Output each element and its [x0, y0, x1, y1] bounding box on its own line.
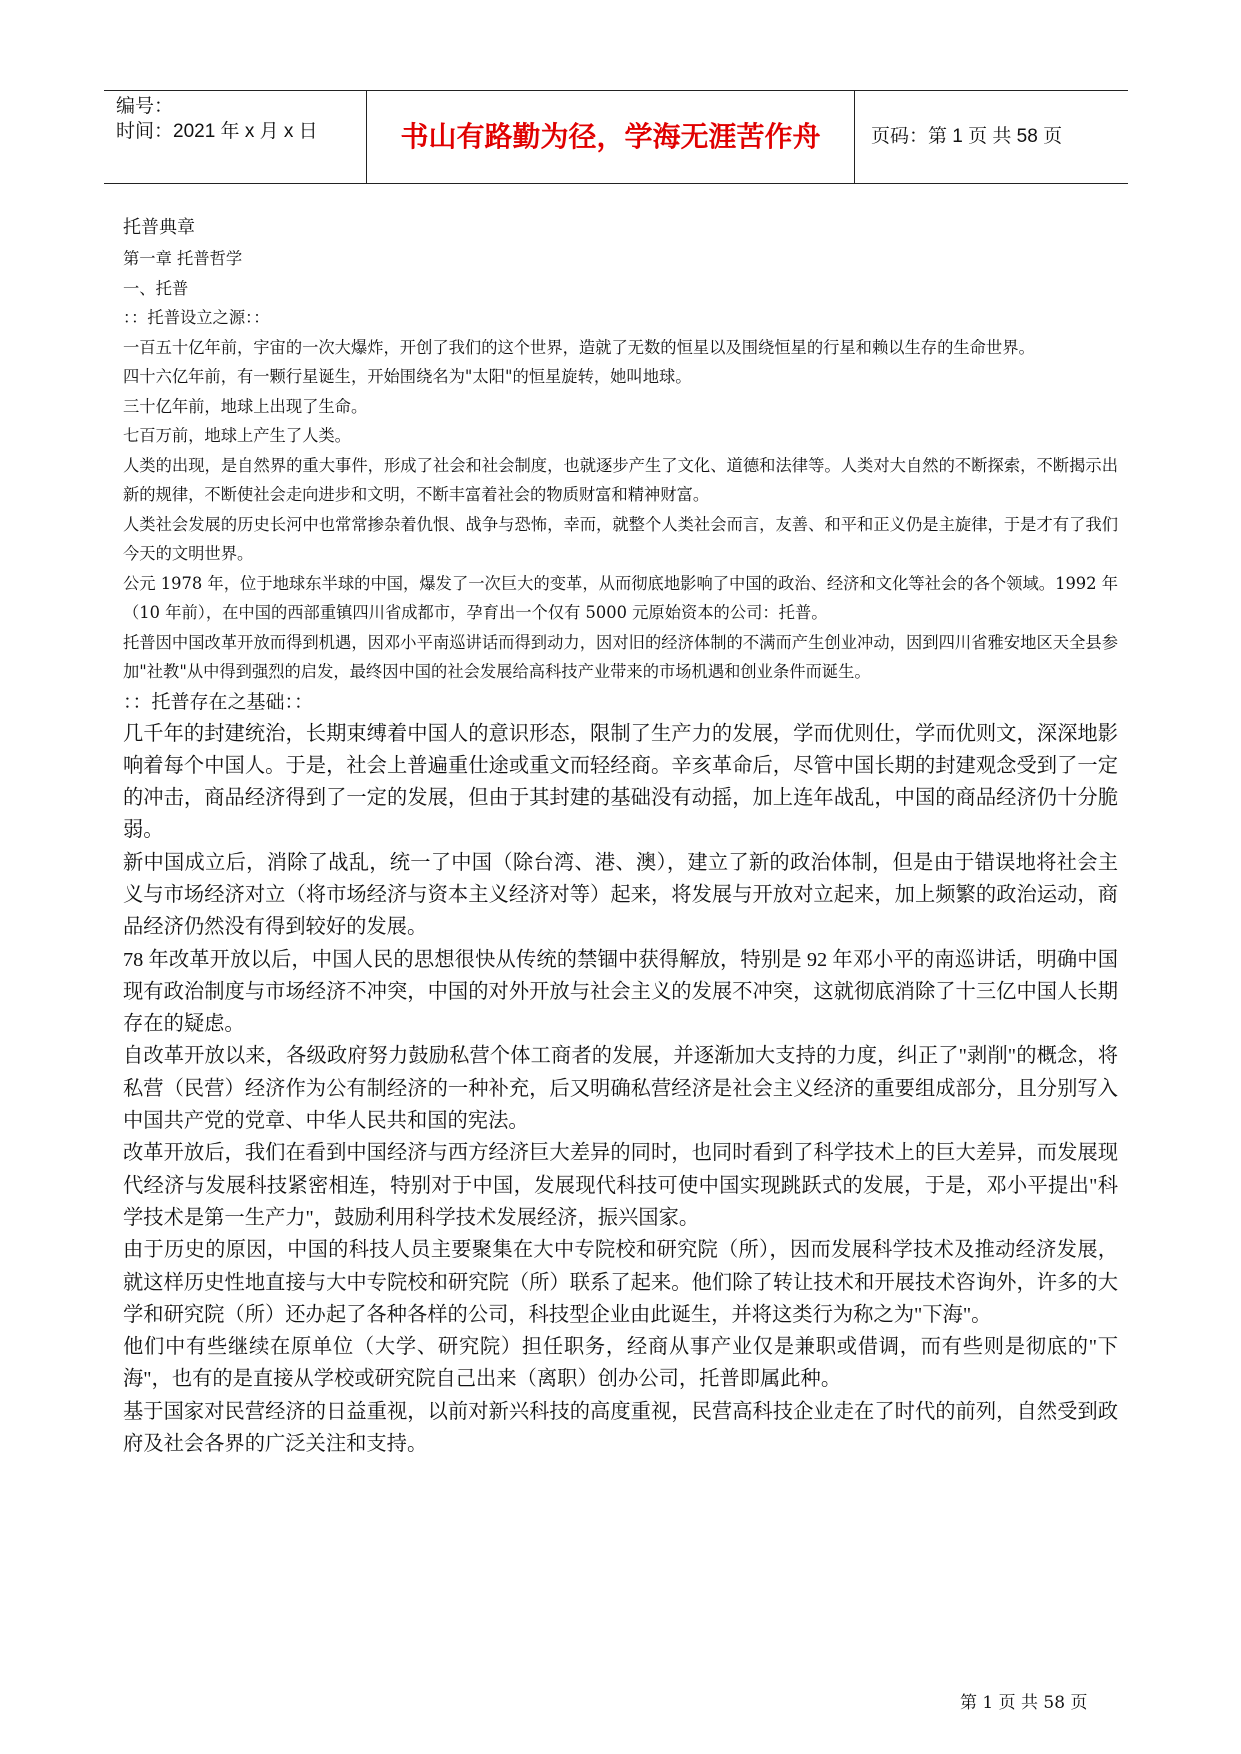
paragraph: 托普因中国改革开放而得到机遇，因邓小平南巡讲话而得到动力，因对旧的经济体制的不满而产生创业冲动，因到四川省雅安地区天全县参加"社教"从中得到强烈的启发，最终因中国的社会发展给高科技产业带来的市场机遇和创业条件而诞生。	[123, 632, 1118, 681]
header-page-number: 页码：第 1 页 共 58 页	[871, 126, 1063, 147]
document-body	[123, 212, 1118, 1460]
paragraph: 人类的出现，是自然界的重大事件，形成了社会和社会制度，也就逐步产生了文化、道德和法律等。人类对大自然的不断探索，不断揭示出新的规律，不断使社会走向进步和文明，不断丰富着社会的物质财富和精神财富。	[123, 455, 1118, 504]
document-time-label: 时间：2021 年 x 月 x 日	[116, 121, 318, 142]
page-footer: 第 1 页 共 58 页	[960, 1693, 1088, 1713]
paragraph: 78 年改革开放以后，中国人民的思想很快从传统的禁锢中获得解放，特别是 92 年邓小平的南巡讲话，明确中国现有政治制度与市场经济不冲突，中国的对外开放与社会主义的发展不冲突，这就彻底消除了十三亿中国人长期存在的疑虑。	[123, 948, 1118, 1036]
paragraph: 自改革开放以来，各级政府努力鼓励私营个体工商者的发展，并逐渐加大支持的力度，纠正了"剥削"的概念，将私营（民营）经济作为公有制经济的一种补充，后又明确私营经济是社会主义经济的重要组成部分，且分别写入中国共产党的党章、中华人民共和国的宪法。	[123, 1045, 1118, 1133]
paragraph: 他们中有些继续在原单位（大学、研究院）担任职务，经商从事产业仅是兼职或借调，而有些则是彻底的"下海"，也有的是直接从学校或研究院自己出来（离职）创办公司，托普即属此种。	[123, 1336, 1118, 1391]
chapter-heading: 第一章 托普哲学	[123, 249, 243, 268]
subsection-heading-origin: ：：托普设立之源：：	[123, 308, 270, 327]
paragraph: 公元 1978 年，位于地球东半球的中国，爆发了一次巨大的变革，从而彻底地影响了中国的政治、经济和文化等社会的各个领域。1992 年（10 年前），在中国的西部重镇四川省成都市，孕育出一个仅有 5000 元原始资本的公司：托普。	[123, 573, 1118, 622]
paragraph: 基于国家对民营经济的日益重视，以前对新兴科技的高度重视，民营高科技企业走在了时代的前列，自然受到政府及社会各界的广泛关注和支持。	[123, 1400, 1118, 1456]
paragraph: 新中国成立后，消除了战乱，统一了中国（除台湾、港、澳），建立了新的政治体制，但是由于错误地将社会主义与市场经济对立（将市场经济与资本主义经济对等）起来，将发展与开放对立起来，加上频繁的政治运动，商品经济仍然没有得到较好的发展。	[123, 851, 1118, 939]
document-title: 托普典章	[123, 217, 195, 238]
paragraph: 七百万前，地球上产生了人类。	[123, 426, 351, 445]
section-heading: 一、托普	[123, 278, 189, 298]
paragraph: 几千年的封建统治，长期束缚着中国人的意识形态，限制了生产力的发展，学而优则仕，学而优则文，深深地影响着每个中国人。于是，社会上普遍重仕途或重文而轻经商。辛亥革命后，尽管中国长期的封建观念受到了一定的冲击，商品经济得到了一定的发展，但由于其封建的基础没有动摇，加上连年战乱，中国的商品经济仍十分脆弱。	[123, 722, 1118, 842]
header-meta	[116, 91, 367, 183]
paragraph: 三十亿年前，地球上出现了生命。	[123, 396, 368, 416]
paragraph: 由于历史的原因，中国的科技人员主要聚集在大中专院校和研究院（所），因而发展科学技术及推动经济发展，就这样历史性地直接与大中专院校和研究院（所）联系了起来。他们除了转让技术和开展技术咨询外，许多的大学和研究院（所）还办起了各种各样的公司，科技型企业由此诞生，并将这类行为称之为"下海"。	[123, 1239, 1118, 1326]
page-header	[104, 90, 1128, 184]
header-motto: 书山有路勤为径，学海无涯苦作舟	[367, 91, 855, 183]
document-number-label: 编号：	[116, 96, 174, 117]
paragraph: 人类社会发展的历史长河中也常常掺杂着仇恨、战争与恐怖，幸而，就整个人类社会而言，友善、和平和正义仍是主旋律，于是才有了我们今天的文明世界。	[123, 514, 1118, 563]
paragraph: 改革开放后，我们在看到中国经济与西方经济巨大差异的同时，也同时看到了科学技术上的巨大差异，而发展现代经济与发展科技紧密相连，特别对于中国，发展现代科技可使中国实现跳跃式的发展，于是，邓小平提出"科学技术是第一生产力"，鼓励利用科学技术发展经济，振兴国家。	[123, 1142, 1118, 1229]
subsection-heading-basis: ：：托普存在之基础：：	[123, 691, 314, 713]
paragraph: 一百五十亿年前，宇宙的一次大爆炸，开创了我们的这个世界，造就了无数的恒星以及围绕恒星的行星和赖以生存的生命世界。	[123, 337, 1035, 357]
paragraph: 四十六亿年前，有一颗行星诞生，开始围绕名为"太阳"的恒星旋转，她叫地球。	[123, 367, 692, 386]
